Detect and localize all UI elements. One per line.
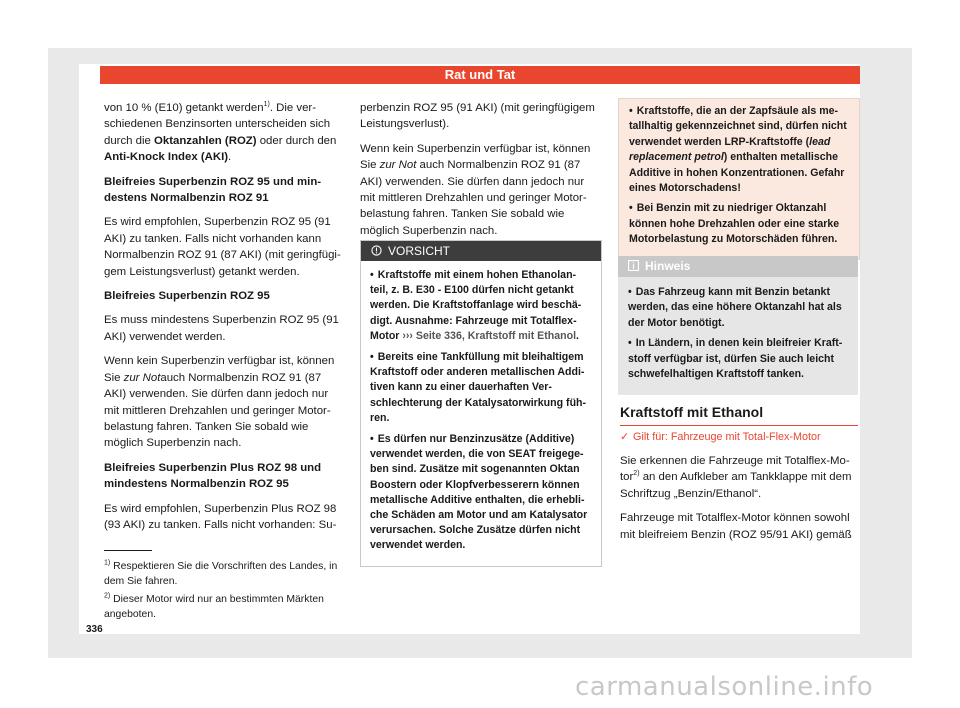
intro-paragraph: von 10 % (E10) getankt werden$^{1)}$. Die ver-schiedenen Benzinsorten unterscheiden sich durch die Oktanzahlen (ROZ) oder durch den Anti-Knock Index (AKI). bbox=[104, 101, 337, 164]
hint-body bbox=[618, 277, 858, 395]
page-number: 336 bbox=[86, 624, 103, 635]
column-middle bbox=[360, 100, 602, 247]
hint-title: Hinweis bbox=[645, 259, 691, 273]
footnotes bbox=[104, 560, 344, 626]
page-reference-link[interactable]: ››› Seite 336, Kraftstoff mit Ethanol bbox=[402, 329, 577, 342]
footnote-divider bbox=[104, 550, 152, 551]
warning-bullet: • Kraftstoffe mit einem hohen Ethanolan-teil, z. B. E30 - E100 dürfen nicht getankt werden. Die Kraftstoffanlage wird beschä-digt. Ausnahme: Fahrzeuge mit Totalflex-Motor ››› Seite 336, Kraftstoff mit Ethanol. bbox=[370, 269, 582, 342]
watermark: carmanualsonline.info bbox=[575, 672, 874, 702]
hint-header bbox=[618, 256, 858, 277]
paragraph: Es muss mindestens Superbenzin ROZ 95 (91 AKI) verwendet werden. bbox=[104, 314, 339, 343]
section-applicability: ✓ Gilt für: Fahrzeuge mit Total-Flex-Motor bbox=[620, 431, 821, 443]
hint-bullet: • In Ländern, in denen kein bleifreier Kraft-stoff verfügbar ist, dürfen Sie auch leicht schwefelhaltigen Kraftstoff tanken. bbox=[628, 337, 843, 381]
warning-body bbox=[361, 261, 601, 566]
caution-icon bbox=[371, 241, 382, 261]
checkmark-icon: ✓ bbox=[620, 431, 630, 443]
section-header: Rat und Tat bbox=[100, 66, 860, 84]
column-left bbox=[104, 100, 344, 541]
notice-box bbox=[618, 98, 860, 260]
footnote: $^{2)}$ Dieser Motor wird nur an bestimmten Märkten angeboten. bbox=[104, 592, 324, 620]
footnote: $^{1)}$ Respektieren Sie die Vorschriften des Landes, in dem Sie fahren. bbox=[104, 559, 338, 587]
paragraph: Wenn kein Superbenzin verfügbar ist, können Sie zur Not auch Normalbenzin ROZ 91 (87 AKI) verwenden. Sie dürfen dann jedoch nur mit mittleren Drehzahlen und geringer Motor-belastung fahren. Tanken Sie sobald wie möglich Superbenzin nach. bbox=[360, 142, 591, 237]
column-right-text bbox=[620, 453, 860, 551]
paragraph: Fahrzeuge mit Totalflex-Motor können sowohl mit bleifreiem Benzin (ROZ 95/91 AKI) gemäß bbox=[620, 512, 852, 541]
notice-bullet: • Kraftstoffe, die an der Zapfsäule als me-tallhaltig gekennzeichnet sind, dürfen nicht verwendet werden LRP-Kraftstoffe (lead replacement petrol) enthalten metallische Additive in hohen Konzentrationen. Gefahr eines Motorschadens! bbox=[629, 105, 847, 195]
warning-bullet: • Bereits eine Tankfüllung mit bleihaltigem Kraftstoff oder anderen metallischen Addi-tiven kann zu einer dauerhaften Ver-schlechterung der Katalysatorwirkung füh-ren. bbox=[370, 351, 587, 424]
section-title: Kraftstoff mit Ethanol bbox=[620, 404, 858, 426]
hint-bullet: • Das Fahrzeug kann mit Benzin betankt werden, das eine höhere Oktanzahl hat als der Motor benötigt. bbox=[628, 286, 842, 329]
paragraph: Es wird empfohlen, Superbenzin Plus ROZ 98 (93 AKI) zu tanken. Falls nicht vorhanden: Su- bbox=[104, 502, 337, 531]
heading-super-plus-98: Bleifreies Superbenzin Plus ROZ 98 und mindestens Normalbenzin ROZ 95 bbox=[104, 461, 322, 491]
paragraph: Sie erkennen die Fahrzeuge mit Totalflex-Mo-tor$^{2)}$ an den Aufkleber am Tankklappe mit dem Schriftzug „Benzin/Ethanol“. bbox=[620, 455, 852, 500]
warning-bullet: • Es dürfen nur Benzinzusätze (Additive) verwendet werden, die von SEAT freigege-ben sind. Zusätze mit sogenannten Oktan Boostern oder Klopfverbesserern können metallische Additive enthalten, die erhebli-che Schäden am Motor und am Katalysator verursachen. Solche Zusätze dürfen nicht verwendet werden. bbox=[370, 433, 588, 552]
heading-super-95: Bleifreies Superbenzin ROZ 95 bbox=[104, 290, 270, 303]
hint-box bbox=[618, 256, 858, 395]
notice-body bbox=[619, 99, 859, 259]
warning-header bbox=[361, 241, 601, 261]
warning-box bbox=[360, 240, 602, 567]
paragraph: Wenn kein Superbenzin verfügbar ist, können Sie zur Notauch Normalbenzin ROZ 91 (87 AKI) verwenden. Sie dürfen dann jedoch nur mit mittleren Drehzahlen und geringer Motor-belastung fahren. Tanken Sie sobald wie möglich Superbenzin nach. bbox=[104, 355, 335, 450]
notice-bullet: • Bei Benzin mit zu niedriger Oktanzahl können hohe Drehzahlen oder eine starke Motorbelastung zu Motorschäden führen. bbox=[629, 202, 840, 246]
info-icon bbox=[628, 256, 639, 277]
heading-super-95-normal-91: Bleifreies Superbenzin ROZ 95 und min-destens Normalbenzin ROZ 91 bbox=[104, 175, 322, 205]
paragraph: Es wird empfohlen, Superbenzin ROZ 95 (91 AKI) zu tanken. Falls nicht vorhanden kann Normalbenzin ROZ 91 (87 AKI) (mit geringfügi-gem Leistungsverlust) getankt werden. bbox=[104, 216, 341, 278]
paragraph: perbenzin ROZ 95 (91 AKI) (mit geringfügigem Leistungsverlust). bbox=[360, 102, 595, 131]
warning-title: VORSICHT bbox=[388, 244, 451, 258]
